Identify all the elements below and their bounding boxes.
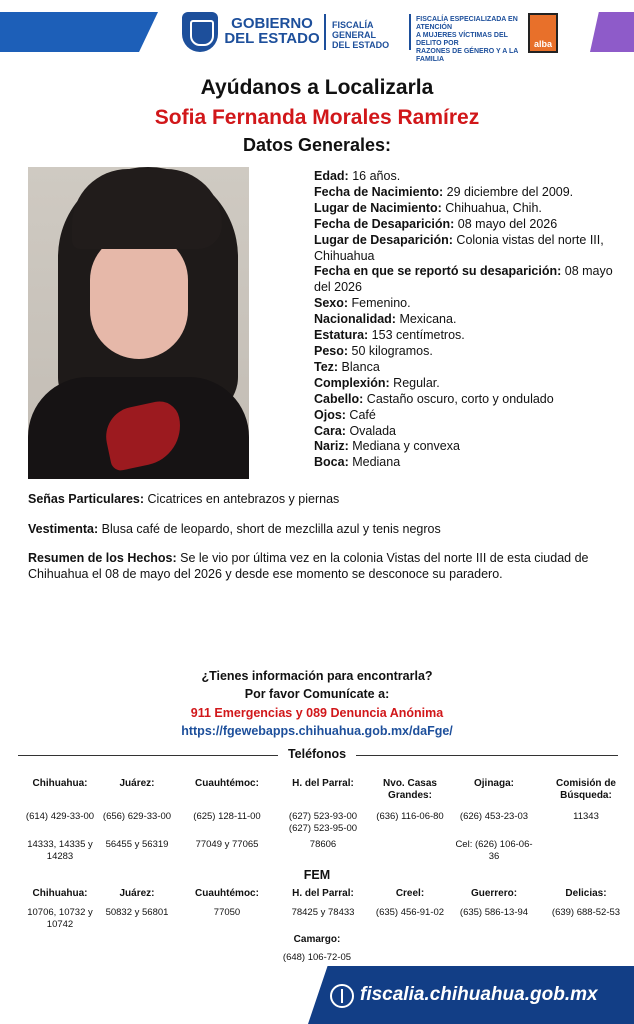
detail-row — [314, 376, 614, 392]
senas-particulares — [28, 491, 608, 507]
detail-value: Castaño oscuro, corto y ondulado — [363, 391, 554, 406]
detail-row — [314, 169, 614, 185]
detail-value: Mexicana. — [395, 312, 457, 327]
header-separator — [324, 14, 326, 50]
person-photo — [28, 167, 249, 479]
detail-value: Café — [345, 407, 376, 422]
telefonos-phone: (625) 128-11-00 — [193, 811, 261, 822]
detail-value: 153 centímetros. — [368, 328, 465, 343]
telefonos-header: Ojinaga: — [473, 778, 514, 789]
telefonos-header: Chihuahua: — [32, 778, 88, 789]
telefonos-header: Juárez: — [119, 778, 155, 789]
info-emergency: 911 Emergencias y 089 Denuncia Anónima — [190, 706, 444, 720]
fingerprint-icon — [330, 984, 354, 1008]
detail-value: Blanca — [338, 359, 380, 374]
detail-row — [314, 185, 614, 201]
detail-row — [314, 312, 614, 328]
detail-row — [314, 217, 614, 233]
detail-label: Fecha de Desaparición: — [314, 216, 455, 231]
header-separator — [409, 14, 411, 50]
fem-header: Delicias: — [565, 888, 607, 899]
detail-row — [314, 233, 614, 265]
detail-label: Boca: — [314, 455, 349, 470]
telefonos-extension: 77049 y 77065 — [195, 839, 259, 850]
alba-logo — [528, 13, 558, 53]
detail-label: Edad: — [314, 169, 349, 183]
alba-label: alba — [533, 39, 552, 49]
info-question: ¿Tienes información para encontrarla? — [201, 669, 433, 683]
header-accent-left — [0, 12, 158, 52]
fge-line1: FISCALÍA GENERAL — [332, 20, 377, 40]
detail-row — [314, 392, 614, 408]
detail-row — [314, 424, 614, 440]
info-url-link[interactable]: https://fgewebapps.chihuahua.gob.mx/daFge/ — [181, 724, 453, 738]
detail-row — [314, 264, 614, 296]
resumen-hechos — [28, 550, 608, 582]
gobierno-line2: DEL ESTADO — [224, 30, 320, 47]
fem-header: Chihuahua: — [32, 888, 88, 899]
info-please: Por favor Comunícate a: — [244, 687, 390, 701]
telefonos-phone: (626) 453-23-03 — [459, 811, 529, 822]
detail-label: Fecha en que se reportó su desaparición: — [314, 264, 562, 279]
detail-label: Tez: — [314, 359, 339, 374]
divider — [356, 755, 618, 756]
fem-header: Creel: — [395, 888, 425, 899]
page-heading: Ayúdanos a Localizarla — [200, 76, 434, 99]
fem-value: (639) 688-52-53 — [551, 907, 621, 918]
senas-value: Cicatrices en antebrazos y piernas — [144, 492, 340, 506]
telefonos-header: Cuauhtémoc: — [195, 778, 259, 789]
detail-label: Peso: — [314, 343, 349, 358]
detail-label: Sexo: — [314, 296, 349, 311]
header-banner — [0, 0, 634, 62]
detail-label: Lugar de Nacimiento: — [314, 200, 442, 215]
fem-header: Cuauhtémoc: — [195, 888, 259, 899]
detail-label: Nariz: — [314, 439, 349, 454]
fem-header: Guerrero: — [470, 888, 518, 899]
telefonos-phone: (627) 523-93-00 (627) 523-95-00 — [288, 811, 358, 834]
telefonos-extension: Cel: (626) 106-06-36 — [455, 839, 533, 862]
detail-value: 16 años. — [348, 169, 401, 183]
fem-title: FEM — [303, 868, 331, 882]
telefonos-header: Comisión de Búsqueda: — [555, 778, 616, 801]
detail-value: Ovalada — [345, 423, 396, 438]
telefonos-phone: 11343 — [573, 811, 599, 822]
telefonos-phone: (636) 116-06-80 — [376, 811, 444, 822]
fem-logo-text — [416, 16, 522, 64]
detail-value: Colonia vistas del norte III, Chihuahua — [314, 232, 604, 263]
detail-label: Ojos: — [314, 407, 346, 422]
vestimenta-value: Blusa café de leopardo, short de mezclilla azul y tenis negros — [98, 522, 441, 536]
telefonos-header: H. del Parral: — [292, 778, 354, 789]
details-list — [314, 169, 614, 471]
detail-value: Femenino. — [348, 296, 411, 311]
fem-line3: RAZONES DE GÉNERO Y A LA FAMILIA — [416, 48, 519, 63]
telefonos-extension: 78606 — [309, 839, 337, 850]
camargo-label: Camargo: — [293, 934, 341, 945]
resumen-label: Resumen de los Hechos: — [28, 551, 177, 565]
detail-row — [314, 455, 614, 471]
detail-label: Estatura: — [314, 328, 369, 343]
vestimenta-label: Vestimenta: — [28, 522, 99, 536]
header-accent-right — [590, 12, 634, 52]
footer-url-link[interactable]: fiscalia.chihuahua.gob.mx — [360, 984, 598, 1005]
detail-value: 08 mayo del 2026 — [314, 264, 613, 295]
detail-label: Lugar de Desaparición: — [314, 232, 453, 247]
detail-value: Regular. — [389, 375, 440, 390]
senas-label: Señas Particulares: — [28, 492, 145, 506]
detail-label: Fecha de Nacimiento: — [314, 184, 444, 199]
detail-label: Cabello: — [314, 391, 364, 406]
fge-line2: DEL ESTADO — [332, 40, 390, 50]
gobierno-logo-text — [224, 16, 320, 46]
vestimenta — [28, 521, 608, 537]
detail-value: 50 kilogramos. — [348, 343, 433, 358]
section-title: Datos Generales: — [242, 135, 392, 155]
detail-row — [314, 344, 614, 360]
fge-logo-text — [332, 20, 408, 50]
detail-label: Cara: — [314, 423, 346, 438]
detail-row — [314, 201, 614, 217]
detail-row — [314, 328, 614, 344]
detail-value: Mediana y convexa — [348, 439, 460, 454]
telefonos-extension: 56455 y 56319 — [105, 839, 169, 850]
detail-row — [314, 360, 614, 376]
person-name: Sofia Fernanda Morales Ramírez — [154, 106, 480, 129]
detail-label: Nacionalidad: — [314, 312, 396, 327]
detail-label: Complexión: — [314, 375, 390, 390]
state-shield-logo — [182, 12, 218, 52]
fem-value: 78425 y 78433 — [291, 907, 355, 918]
camargo-value: (648) 106-72-05 — [282, 952, 352, 963]
detail-value: 08 mayo del 2026 — [454, 216, 558, 231]
fem-value: 10706, 10732 y 10742 — [27, 907, 93, 930]
gobierno-line1: GOBIERNO — [231, 15, 313, 32]
fem-value: (635) 586-13-94 — [459, 907, 529, 918]
telefonos-header: Nvo. Casas Grandes: — [383, 778, 437, 801]
detail-row — [314, 296, 614, 312]
fem-line1: FISCALÍA ESPECIALIZADA EN ATENCIÓN — [416, 16, 518, 31]
resumen-value: Se le vio por última vez en la colonia Vistas del norte III de esta ciudad de Chihuahua el 08 de mayo del 2026 y desde ese momento se desconoce su paradero. — [28, 551, 589, 581]
telefonos-extension: 14333, 14335 y 14283 — [27, 839, 93, 862]
fem-header: Juárez: — [119, 888, 155, 899]
detail-value: Mediana — [348, 455, 401, 470]
fem-header: H. del Parral: — [292, 888, 354, 899]
fem-line2: A MUJERES VÍCTIMAS DEL DELITO POR — [416, 32, 508, 47]
telefonos-title: Teléfonos — [287, 747, 347, 761]
detail-row — [314, 408, 614, 424]
telefonos-phone: (614) 429-33-00 — [25, 811, 95, 822]
fem-value: (635) 456-91-02 — [375, 907, 445, 918]
fem-value: 77050 — [213, 907, 241, 918]
detail-value: Chihuahua, Chih. — [441, 200, 542, 215]
telefonos-phone: (656) 629-33-00 — [102, 811, 172, 822]
detail-value: 29 diciembre del 2009. — [443, 184, 574, 199]
detail-row — [314, 439, 614, 455]
fem-value: 50832 y 56801 — [105, 907, 169, 918]
